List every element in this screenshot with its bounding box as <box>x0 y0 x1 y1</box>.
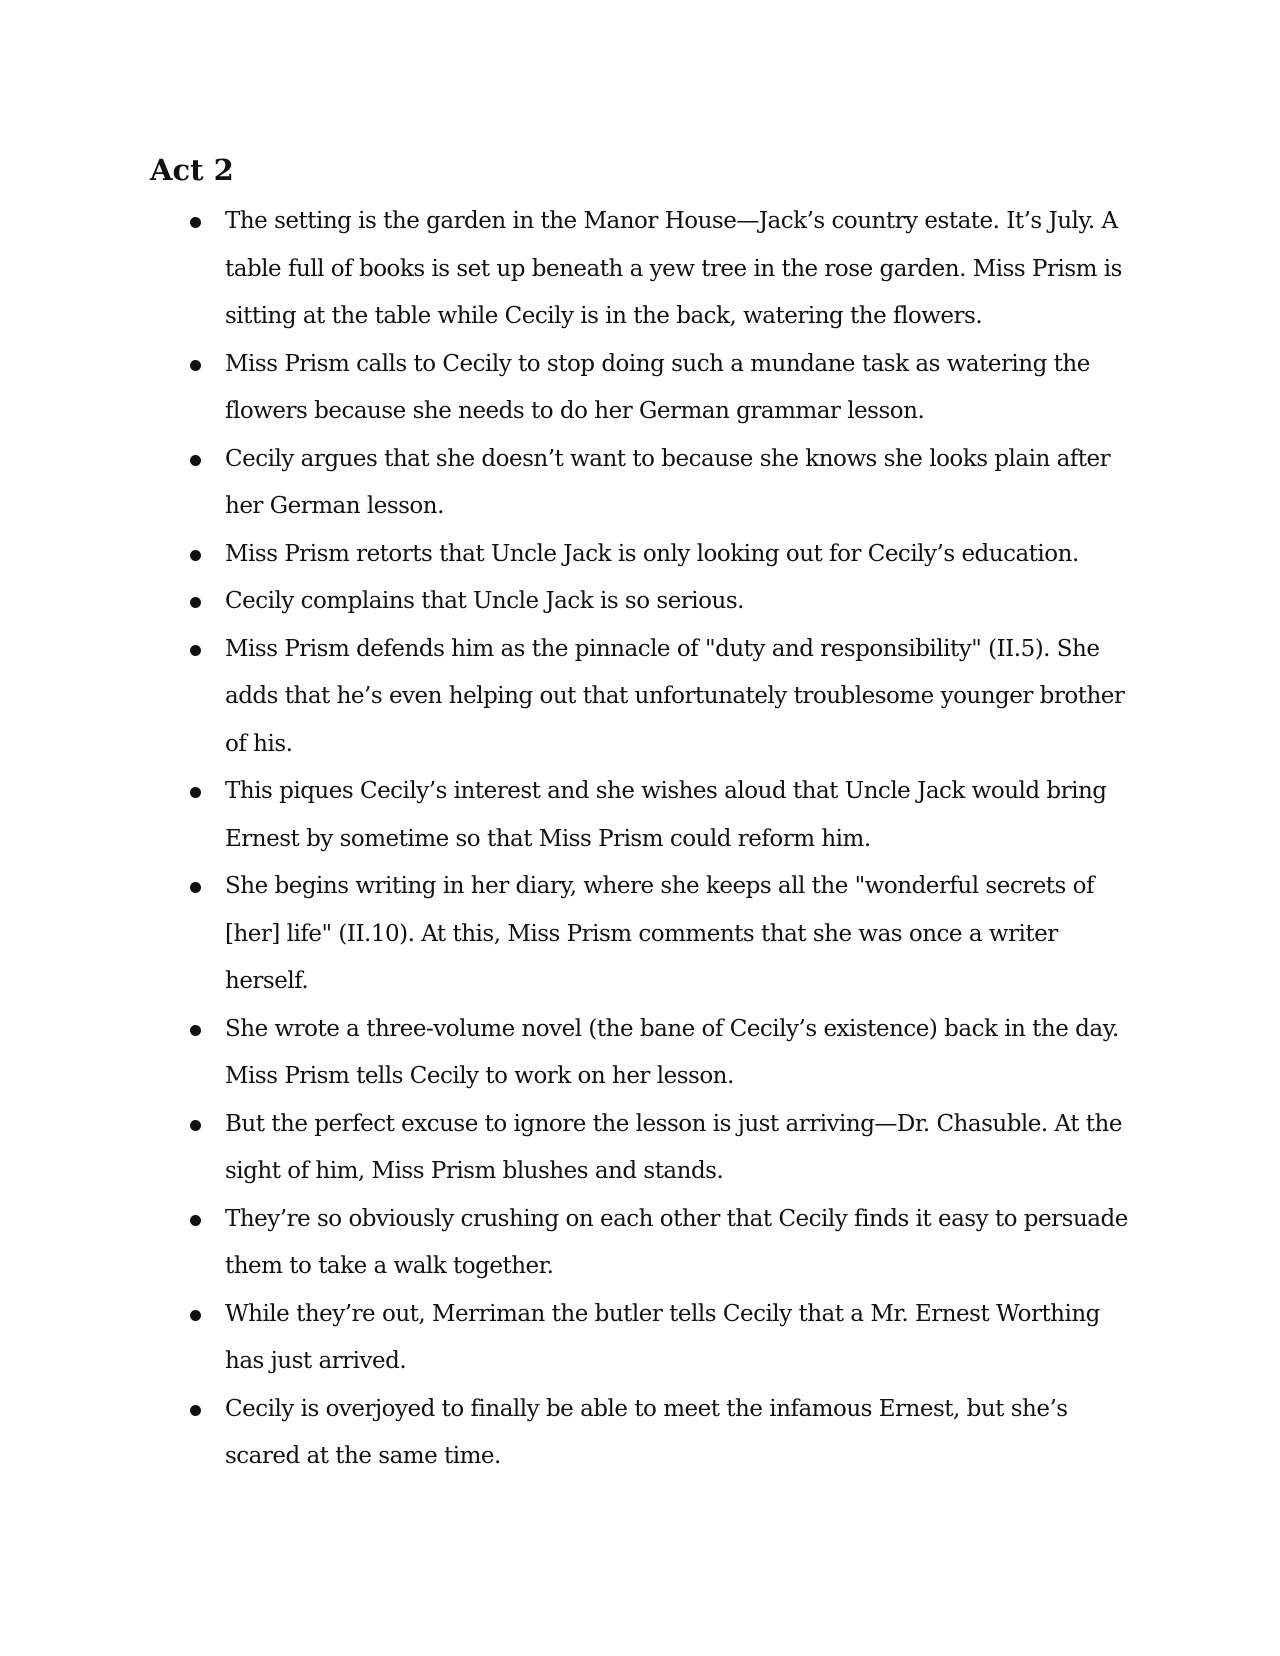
list-item-text: She begins writing in her diary, where she keeps all the "wonderful secrets of [her] life" (II.10). At this, Miss Prism comments that she was once a writer herself. <box>225 873 1095 994</box>
bullet-icon <box>190 217 201 228</box>
list-item-text: The setting is the garden in the Manor House—Jack’s country estate. It’s July. A table full of books is set up beneath a yew tree in the rose garden. Miss Prism is sitting at the table while Cecily is in the back, watering the flowers. <box>225 208 1122 329</box>
bullet-icon <box>190 1120 201 1131</box>
bullet-icon <box>190 882 201 893</box>
list-item <box>0 1291 1130 1386</box>
list-item-text: They’re so obviously crushing on each other that Cecily finds it easy to persuade them to take a walk together. <box>225 1205 1128 1279</box>
list-item-text: While they’re out, Merriman the butler tells Cecily that a Mr. Ernest Worthing has just arrived. <box>225 1300 1100 1374</box>
list-item-text: Miss Prism defends him as the pinnacle of "duty and responsibility" (II.5). She adds that he’s even helping out that unfortunately troublesome younger brother of his. <box>225 635 1125 757</box>
bullet-icon <box>190 1215 201 1226</box>
list-item <box>0 436 1130 531</box>
bullet-icon <box>190 360 201 371</box>
list-item <box>0 578 1130 626</box>
list-item-text: But the perfect excuse to ignore the lesson is just arriving—Dr. Chasuble. At the sight of him, Miss Prism blushes and stands. <box>225 1110 1122 1184</box>
bullet-icon <box>190 1310 201 1321</box>
bullet-icon <box>190 597 201 608</box>
list-item-text: Cecily is overjoyed to finally be able to meet the infamous Ernest, but she’s scared at the same time. <box>225 1395 1068 1469</box>
list-item-text: Cecily complains that Uncle Jack is so serious. <box>225 588 744 614</box>
list-item <box>0 198 1130 341</box>
bullet-icon <box>190 645 201 656</box>
list-item-text: Miss Prism calls to Cecily to stop doing such a mundane task as watering the flowers because she needs to do her German grammar lesson. <box>225 350 1090 424</box>
list-item-text: Cecily argues that she doesn’t want to because she knows she looks plain after her German lesson. <box>225 445 1111 519</box>
bullet-list <box>0 198 1280 1481</box>
list-item <box>0 1386 1130 1481</box>
bullet-icon <box>190 787 201 798</box>
list-item <box>0 626 1130 769</box>
bullet-icon <box>190 455 201 466</box>
list-item <box>0 1101 1130 1196</box>
list-item <box>0 341 1130 436</box>
list-item <box>0 863 1130 1006</box>
list-item <box>0 1006 1130 1101</box>
bullet-icon <box>190 1405 201 1416</box>
bullet-icon <box>190 1025 201 1036</box>
list-item <box>0 768 1130 863</box>
bullet-icon <box>190 550 201 561</box>
page-title: Act 2 <box>150 153 234 187</box>
list-item-text: This piques Cecily’s interest and she wishes aloud that Uncle Jack would bring Ernest by sometime so that Miss Prism could reform him. <box>225 778 1107 852</box>
list-item-text: Miss Prism retorts that Uncle Jack is only looking out for Cecily’s education. <box>225 540 1079 567</box>
list-item-text: She wrote a three-volume novel (the bane of Cecily’s existence) back in the day. Miss Prism tells Cecily to work on her lesson. <box>225 1015 1119 1089</box>
list-item <box>0 531 1130 579</box>
list-item <box>0 1196 1130 1291</box>
